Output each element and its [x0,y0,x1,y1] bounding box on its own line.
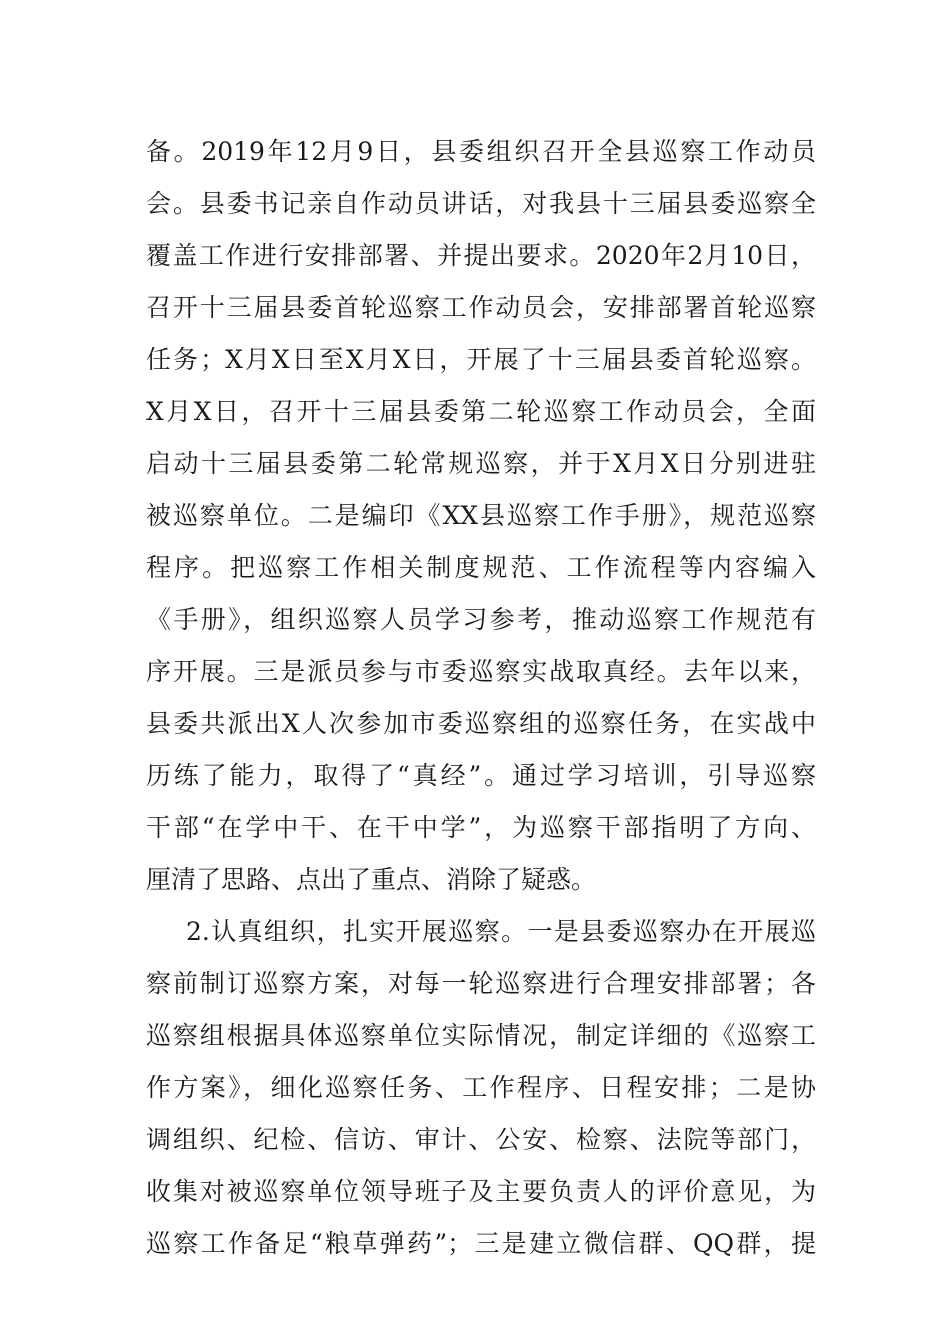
text-line: 作方案》，细化巡察任务、工作程序、日程安排；二是协 [146,1073,816,1102]
paragraph-2 [146,906,816,1270]
text-line: 被巡察单位。二是编印《XX县巡察工作手册》，规范巡察 [146,501,816,530]
text-line: 县委共派出X人次参加市委巡察组的巡察任务，在实战中 [146,709,816,738]
text-line: 收集对被巡察单位领导班子及主要负责人的评价意见，为 [146,1177,816,1206]
text-line: 历练了能力，取得了“真经”。通过学习培训，引导巡察 [146,761,816,790]
document-body [146,126,816,1270]
text-line: 厘清了思路、点出了重点、消除了疑惑。 [146,865,597,894]
text-line: 巡察工作备足“粮草弹药”；三是建立微信群、QQ群，提 [146,1229,816,1258]
text-line: 巡察组根据具体巡察单位实际情况，制定详细的《巡察工 [146,1021,816,1050]
text-line: 程序。把巡察工作相关制度规范、工作流程等内容编入 [146,553,816,582]
text-line: 备。2019年12月9日，县委组织召开全县巡察工作动员 [146,137,816,166]
text-line: 序开展。三是派员参与市委巡察实战取真经。去年以来， [146,657,816,686]
text-line: 《手册》，组织巡察人员学习参考，推动巡察工作规范有 [146,605,816,634]
text-line: 察前制订巡察方案，对每一轮巡察进行合理安排部署；各 [146,969,816,998]
text-line: 干部“在学中干、在干中学”，为巡察干部指明了方向、 [146,813,816,842]
text-line: 调组织、纪检、信访、审计、公安、检察、法院等部门， [146,1125,816,1154]
text-line: X月X日，召开十三届县委第二轮巡察工作动员会，全面 [146,397,816,426]
text-line: 覆盖工作进行安排部署、并提出要求。2020年2月10日， [146,241,816,270]
text-line: 任务；X月X日至X月X日，开展了十三届县委首轮巡察。 [146,345,816,374]
text-line: 启动十三届县委第二轮常规巡察，并于X月X日分别进驻 [146,449,816,478]
text-line: 2.认真组织，扎实开展巡察。一是县委巡察办在开展巡 [186,917,816,946]
text-line: 召开十三届县委首轮巡察工作动员会，安排部署首轮巡察 [146,293,816,322]
paragraph-1 [146,126,816,906]
text-line: 会。县委书记亲自作动员讲话，对我县十三届县委巡察全 [146,189,816,218]
